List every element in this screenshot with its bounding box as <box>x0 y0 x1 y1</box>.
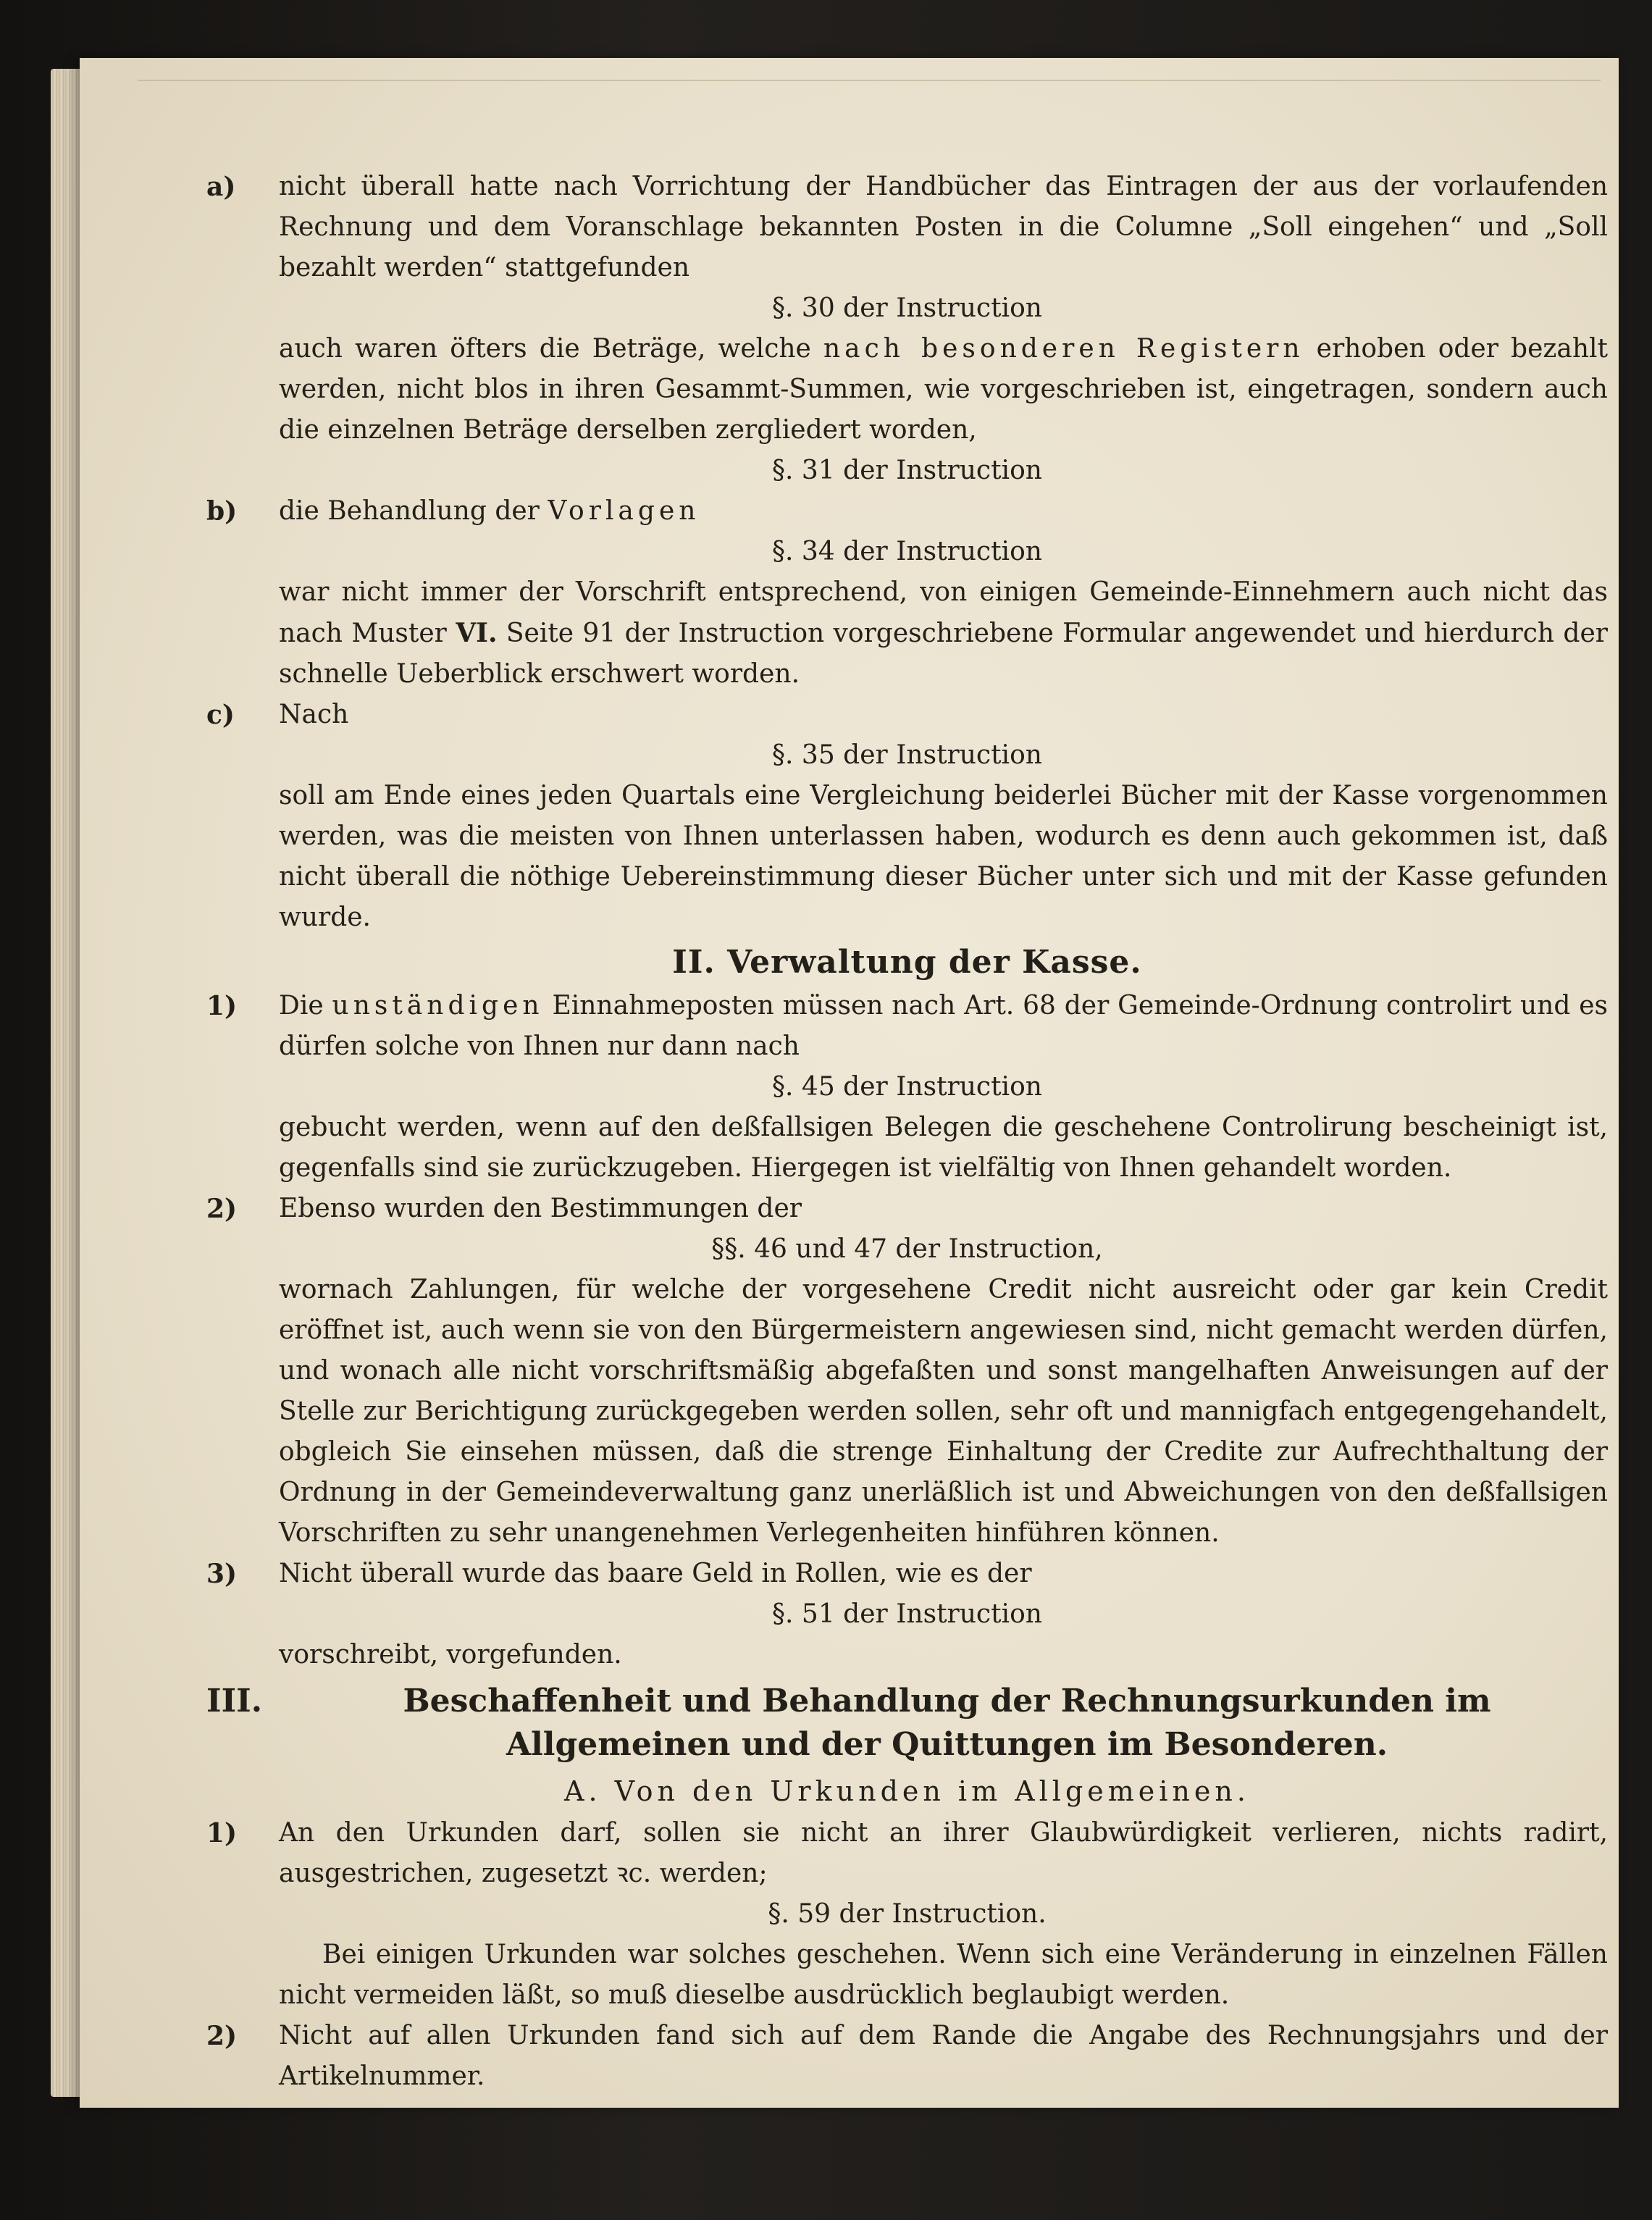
section-number: III. <box>206 1683 263 1720</box>
section-title: Beschaffenheit und Behandlung der Rechnungsurkunden im Allgemeinen und der Quittungen im Besonderen. <box>403 1683 1491 1763</box>
item-marker: 2) <box>206 1194 238 1224</box>
instruction-reference: §. 51 der Instruction <box>772 1599 1042 1629</box>
item-marker: 1) <box>206 991 238 1021</box>
paragraph: wornach Zahlungen, für welche der vorgesehene Credit nicht ausreicht oder gar kein Credit eröffnet ist, auch wenn sie von den Bürgermeistern angewiesen sind, nicht gemacht werden dürfen, und wonach alle nicht vorschriftsmäßig abgefaßten und sonst mangelhaften Anweisungen auf der Stelle zur Berichtigung zurückgegeben werden sollen, sehr oft und mannigfach entgegengehandelt, obgleich Sie einsehen müssen, daß die strenge Einhaltung der Credite zur Aufrechthaltung der Ordnung in der Gemeindeverwaltung ganz unerläßlich ist und Abweichungen von den deßfallsigen Vorschriften zu sehr unangenehmen Verlegenheiten hinführen können. <box>279 1275 1608 1548</box>
paragraph: war nicht immer der Vorschrift entsprechend, von einigen Gemeinde-Einnehmern auch nicht das nach Muster VI. Seite 91 der Instruction vorgeschriebene Formular angewendet und hierdurch der schnelle Ueberblick erschwert worden. <box>279 577 1608 689</box>
item-a <box>206 167 1608 288</box>
document-page <box>80 58 1619 2108</box>
instruction-reference: §. 30 der Instruction <box>772 293 1042 323</box>
instruction-reference: §. 31 der Instruction <box>772 456 1042 485</box>
subsection-heading: A. Von den Urkunden im Allgemeinen. <box>564 1775 1250 1807</box>
paragraph: An den Urkunden darf, sollen sie nicht an ihrer Glaubwürdigkeit verlieren, nichts radirt, ausgestrichen, zugesetzt ꝛc. werden; <box>279 1818 1608 1888</box>
paragraph: die Behandlung der Vorlagen <box>279 496 700 526</box>
paragraph: Nach <box>279 700 349 729</box>
paragraph: vorschreibt, vorgefunden. <box>279 1640 622 1670</box>
item-marker: c) <box>206 700 235 730</box>
paragraph: nicht überall hatte nach Vorrichtung der Handbücher das Eintragen der aus der vorlaufenden Rechnung und dem Voranschlage bekannten Posten in die Columne „Soll eingehen“ und „Soll bezahlt werden“ stattgefunden <box>279 172 1608 282</box>
instruction-reference: §§. 46 und 47 der Instruction, <box>711 1234 1103 1264</box>
list-item <box>206 1189 1608 1229</box>
list-item <box>206 2016 1608 2097</box>
paragraph: Ebenso wurden den Bestimmungen der <box>279 1194 802 1223</box>
paragraph: Die unständigen Einnahmeposten müssen nach Art. 68 der Gemeinde-Ordnung controlirt und es dürfen solche von Ihnen nur dann nach <box>279 991 1608 1061</box>
paragraph: soll am Ende eines jeden Quartals eine Vergleichung beiderlei Bücher mit der Kasse vorgenommen werden, was die meisten von Ihnen unterlassen haben, wodurch es denn auch gekommen ist, daß nicht überall die nöthige Uebereinstimmung dieser Bücher unter sich und mit der Kasse gefunden wurde. <box>279 781 1608 932</box>
instruction-reference: §. 59 der Instruction. <box>768 1899 1047 1929</box>
paragraph: Bei einigen Urkunden war solches geschehen. Wenn sich eine Veränderung in einzelnen Fällen nicht vermeiden läßt, so muß dieselbe ausdrücklich beglaubigt werden. <box>279 1940 1608 2010</box>
paragraph: gebucht werden, wenn auf den deßfallsigen Belegen die geschehene Controlirung bescheinigt ist, gegenfalls sind sie zurückzugeben. Hiergegen ist vielfältig von Ihnen gehandelt worden. <box>279 1113 1608 1183</box>
list-item <box>206 986 1608 1067</box>
item-marker: a) <box>206 172 236 202</box>
item-b <box>206 491 1608 532</box>
instruction-reference: §. 35 der Instruction <box>772 740 1042 770</box>
page-content <box>206 167 1608 2091</box>
item-marker: 1) <box>206 1818 238 1848</box>
item-marker: b) <box>206 496 238 527</box>
section-heading <box>206 1680 1608 1767</box>
paragraph: Nicht überall wurde das baare Geld in Rollen, wie es der <box>279 1559 1032 1588</box>
paragraph: auch waren öfters die Beträge, welche nach besonderen Registern erhoben oder bezahlt werden, nicht blos in ihren Gesammt-Summen, wie vorgeschrieben ist, eingetragen, sondern auch die einzelnen Beträge derselben zergliedert worden, <box>279 334 1608 445</box>
instruction-reference: §. 34 der Instruction <box>772 537 1042 566</box>
item-marker: 2) <box>206 2021 238 2051</box>
item-c <box>206 695 1608 735</box>
section-heading: II. Verwaltung der Kasse. <box>672 944 1142 981</box>
paragraph: Nicht auf allen Urkunden fand sich auf dem Rande die Angabe des Rechnungsjahrs und der Artikelnummer. <box>279 2021 1608 2091</box>
instruction-reference: §. 45 der Instruction <box>772 1072 1042 1102</box>
top-rule <box>138 80 1601 81</box>
item-marker: 3) <box>206 1559 238 1589</box>
list-item <box>206 1554 1608 1594</box>
list-item <box>206 1813 1608 1894</box>
